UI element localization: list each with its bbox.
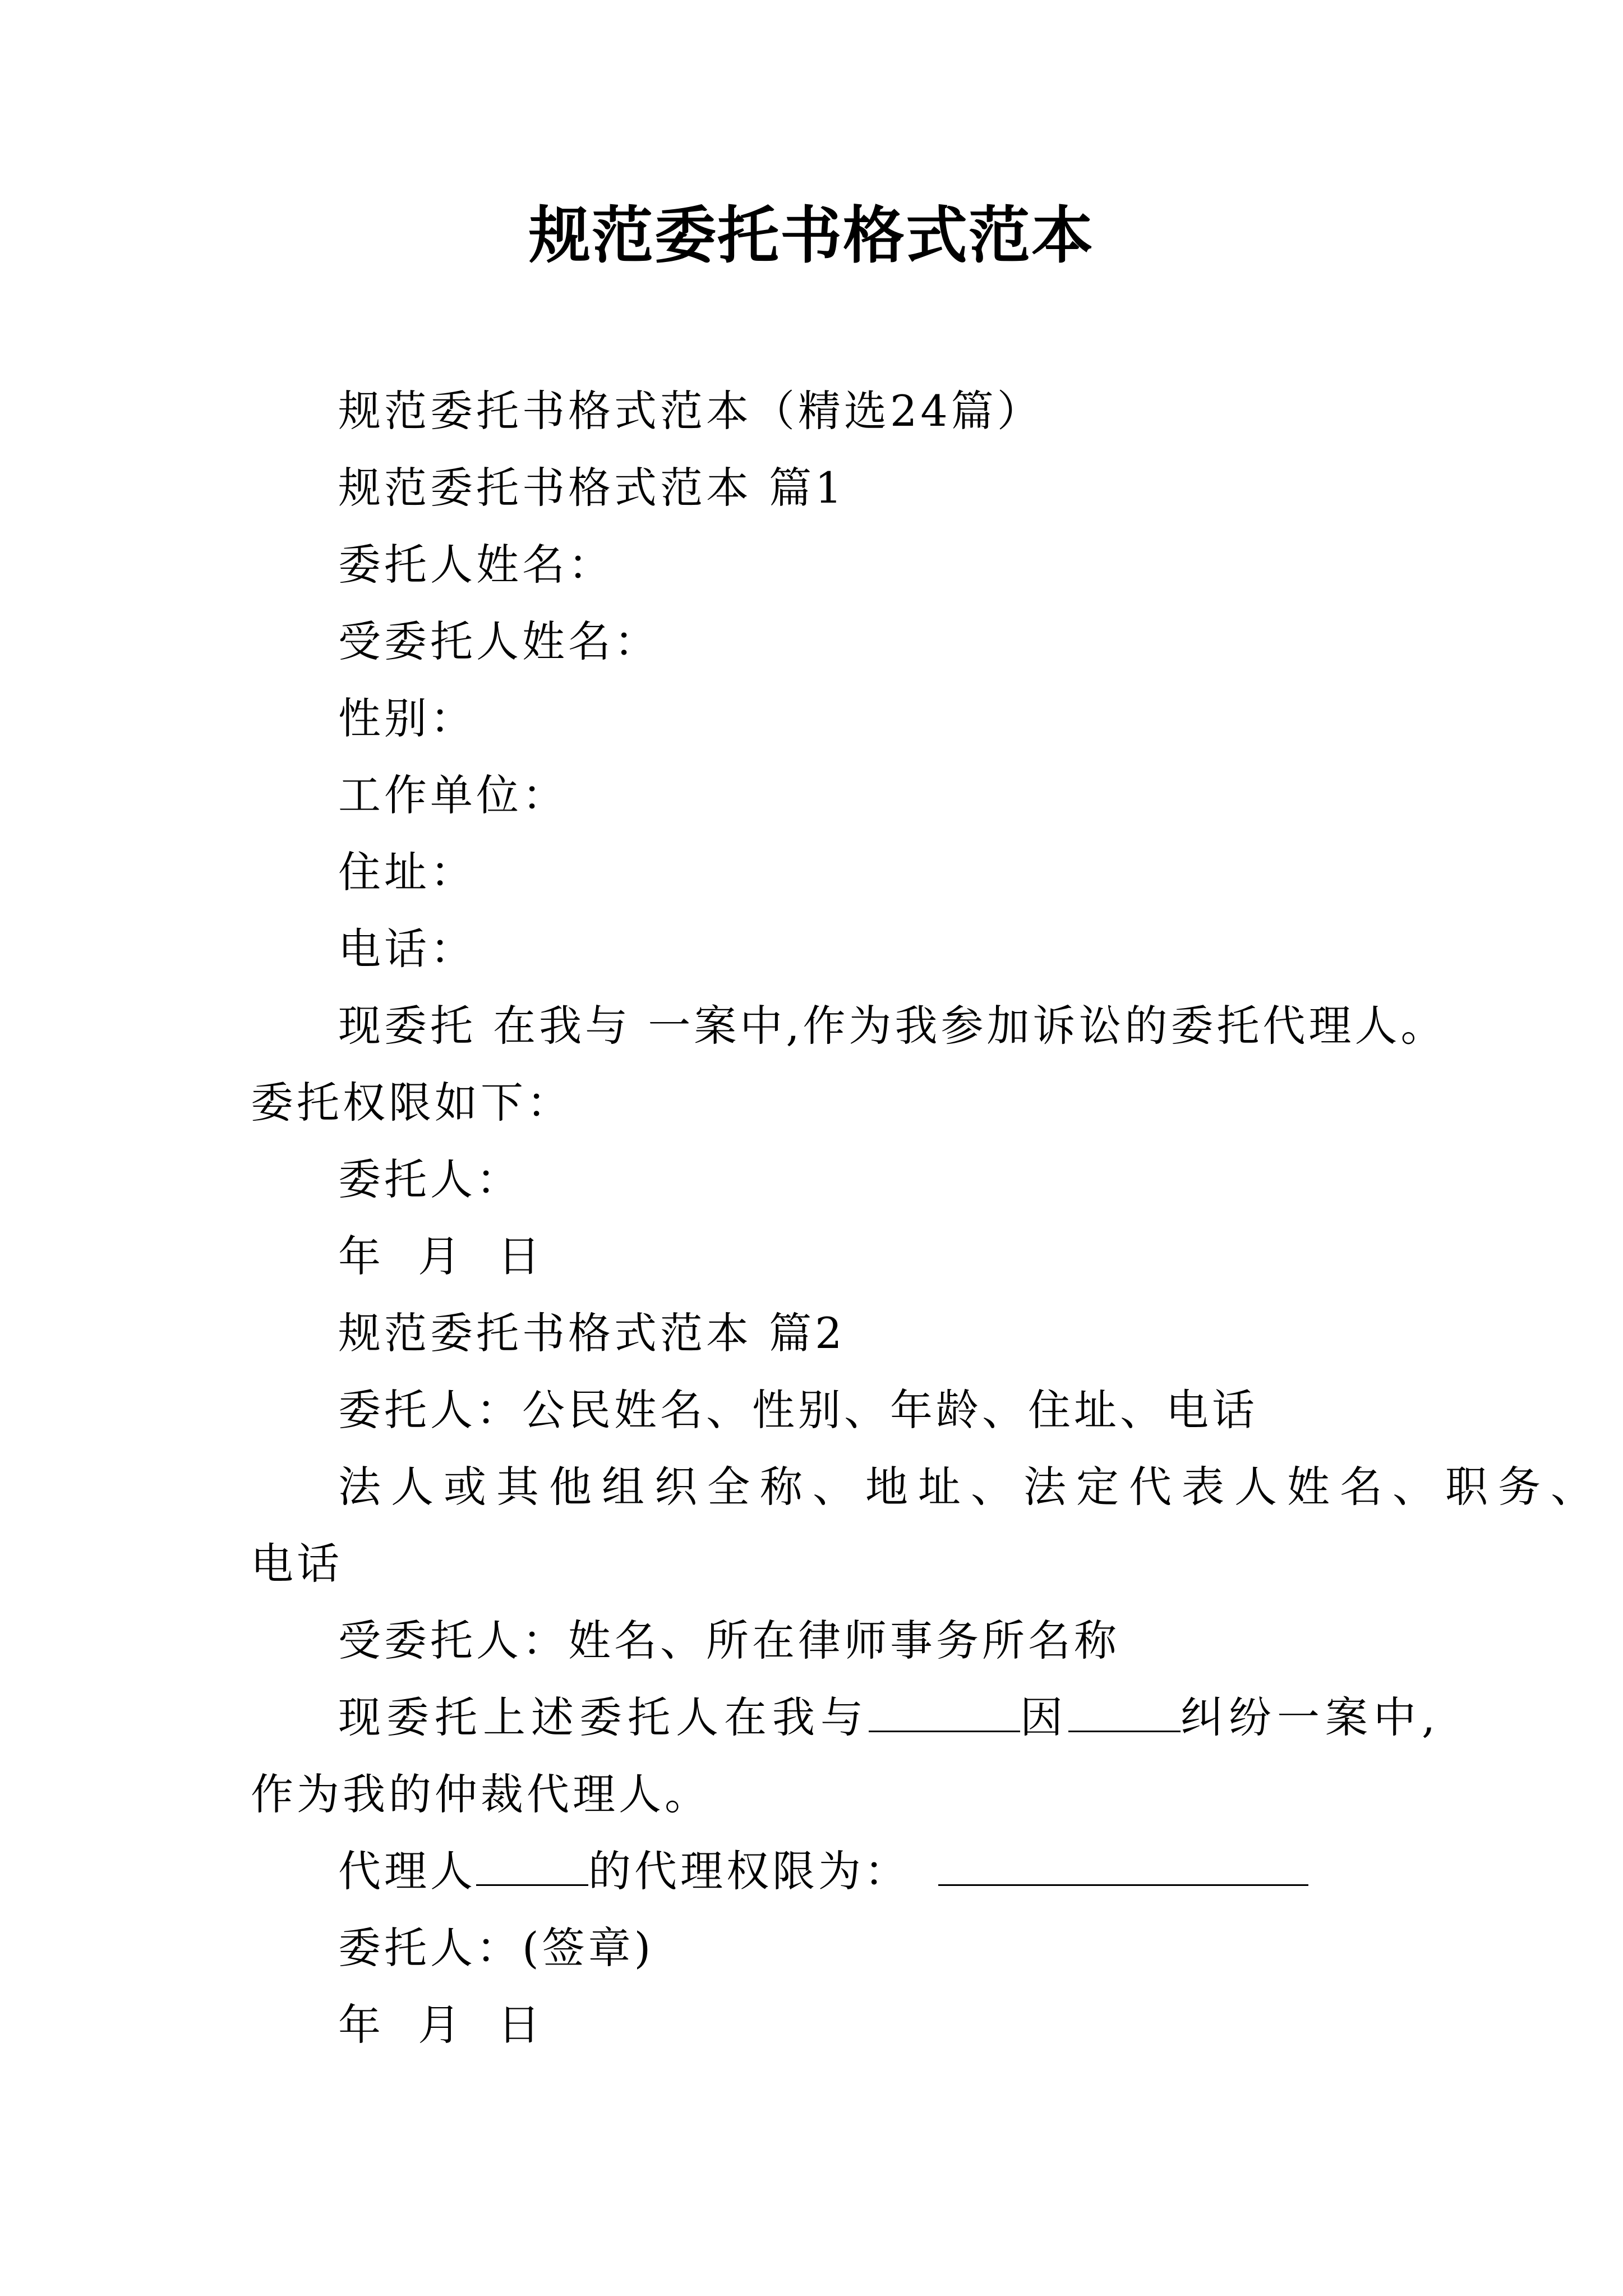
blank-party — [869, 1691, 1020, 1732]
section2-heading: 规范委托书格式范本 篇2 — [338, 1308, 846, 1358]
section2-legal-line1: 法人或其他组织全称、地址、法定代表人姓名、职务、 — [338, 1462, 1603, 1512]
field-employer: 工作单位： — [338, 770, 568, 820]
section1-date: 年 月 日 — [338, 1231, 544, 1281]
section2-agent: 受委托人：姓名、所在律师事务所名称 — [338, 1616, 1120, 1665]
field-agent-name: 受委托人姓名： — [338, 616, 660, 666]
document-subtitle: 规范委托书格式范本（精选24篇） — [338, 386, 1043, 436]
section2-scope-line — [338, 1843, 1308, 1899]
section2-entrust-line2: 作为我的仲裁代理人。 — [251, 1769, 711, 1819]
section1-heading: 规范委托书格式范本 篇1 — [338, 463, 846, 513]
section1-body-line1: 现委托 在我与 一案中,作为我参加诉讼的委托代理人。 — [338, 1001, 1447, 1051]
entrust-text-a: 现委托上述委托人在我与 — [338, 1692, 869, 1742]
section1-body-line2: 委托权限如下： — [251, 1078, 573, 1128]
blank-agent — [476, 1845, 588, 1886]
field-phone: 电话： — [338, 924, 476, 974]
section2-signer: 委托人：(签章) — [338, 1923, 654, 1973]
document-title: 规范委托书格式范本 — [529, 199, 1094, 272]
field-gender: 性别： — [338, 693, 476, 743]
entrust-text-b: 因 — [1020, 1692, 1068, 1742]
field-principal-name: 委托人姓名： — [338, 540, 614, 590]
section2-principal: 委托人：公民姓名、性别、年龄、住址、电话 — [338, 1385, 1258, 1435]
blank-scope — [938, 1845, 1308, 1886]
blank-dispute — [1068, 1691, 1181, 1732]
section1-signer: 委托人： — [338, 1154, 522, 1204]
section2-legal-line2: 电话 — [251, 1539, 343, 1589]
section2-date: 年 月 日 — [338, 2000, 544, 2050]
entrust-text-c: 纠纷一案中, — [1181, 1692, 1441, 1742]
section2-entrust-line1 — [338, 1690, 1441, 1746]
scope-text-b: 的代理权限为： — [588, 1846, 910, 1896]
scope-text-a: 代理人 — [338, 1846, 476, 1896]
field-address: 住址： — [338, 847, 476, 897]
